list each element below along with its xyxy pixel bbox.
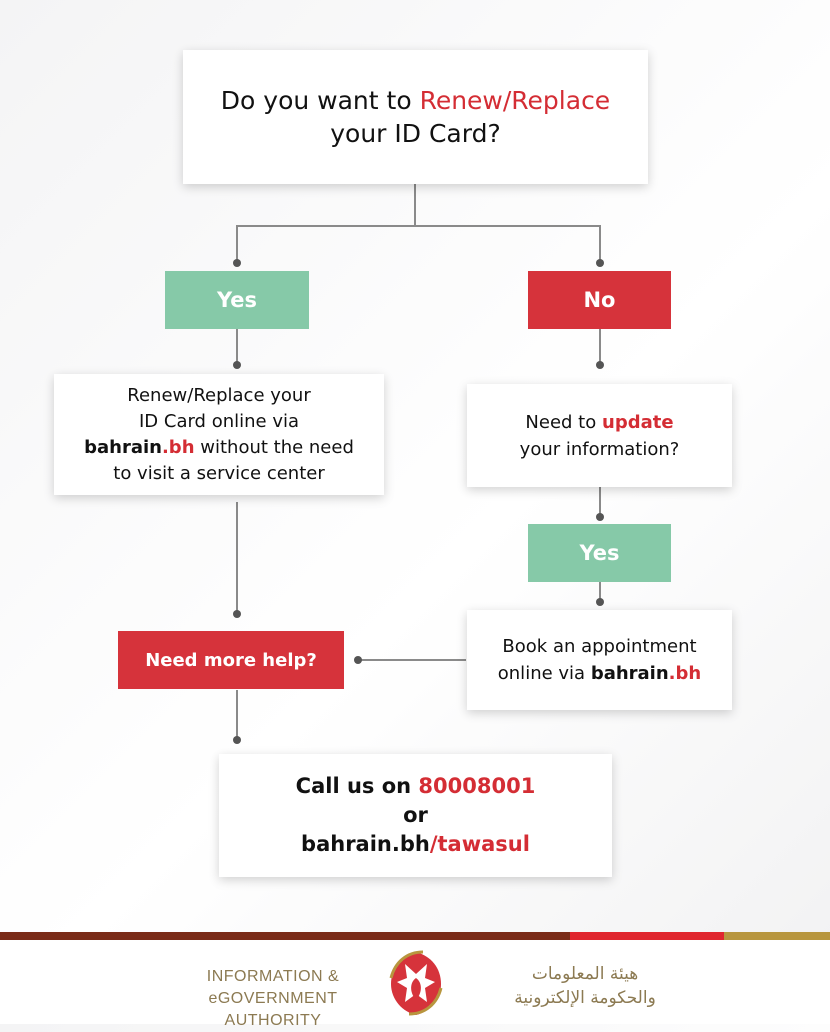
connector-dot (354, 656, 362, 664)
org-name-arabic (455, 962, 715, 1010)
site-name: bahrain (84, 436, 162, 458)
footer-stripe-red (570, 932, 724, 940)
question-line2: your ID Card? (330, 119, 501, 148)
renew-online-box (54, 374, 384, 495)
need-help-label: Need more help? (118, 631, 344, 689)
renew-line1: Renew/Replace your (127, 384, 311, 406)
site-domain: .bh (668, 663, 702, 684)
connector-line (358, 659, 466, 661)
iga-logo-icon (385, 948, 447, 1018)
update-accent: update (602, 411, 674, 433)
org-ar-line2: والحكومة الإلكترونية (514, 988, 656, 1008)
connector-line (236, 329, 238, 365)
footer-stripe-brown (0, 932, 570, 940)
connector-dot (596, 513, 604, 521)
connector-dot (596, 598, 604, 606)
question-prefix: Do you want to (220, 86, 412, 115)
connector-line (599, 329, 601, 365)
connector-dot (233, 361, 241, 369)
book-line1: Book an appointment (502, 636, 697, 657)
site-domain: .bh (161, 436, 195, 458)
renew-line3: without the need (200, 436, 354, 458)
connector-line (599, 225, 601, 263)
update-question-box (467, 384, 732, 487)
contact-site-path: /tawasul (429, 832, 530, 856)
yes-branch: Yes (165, 271, 309, 329)
phone-number: 80008001 (418, 774, 536, 798)
no-branch: No (528, 271, 671, 329)
org-en-line1: INFORMATION & (206, 968, 340, 985)
connector-line (236, 690, 238, 740)
connector-dot (233, 259, 241, 267)
connector-dot (233, 736, 241, 744)
contact-or: or (403, 803, 428, 827)
connector-dot (233, 610, 241, 618)
connector-dot (596, 259, 604, 267)
question-box (183, 50, 648, 184)
contact-site: bahrain.bh (301, 832, 430, 856)
connector-dot (596, 361, 604, 369)
book-appointment-box (467, 610, 732, 710)
update-line2: your information? (519, 438, 680, 460)
connector-line (236, 225, 600, 227)
connector-line (236, 502, 238, 614)
contact-box (219, 754, 612, 877)
contact-prefix: Call us on (295, 774, 412, 798)
renew-line2: ID Card online via (138, 410, 300, 432)
update-yes-branch: Yes (528, 524, 671, 582)
footer-stripe-gold (724, 932, 830, 940)
book-line2-prefix: online via (497, 663, 586, 684)
update-prefix: Need to (525, 411, 597, 433)
org-en-line2: eGOVERNMENT AUTHORITY (208, 990, 338, 1029)
site-name: bahrain (590, 663, 669, 684)
org-name-english (168, 966, 378, 1032)
connector-line (414, 184, 416, 226)
org-ar-line1: هيئة المعلومات (531, 964, 639, 984)
renew-line4: to visit a service center (113, 462, 325, 484)
connector-line (236, 225, 238, 263)
question-accent: Renew/Replace (419, 86, 611, 115)
